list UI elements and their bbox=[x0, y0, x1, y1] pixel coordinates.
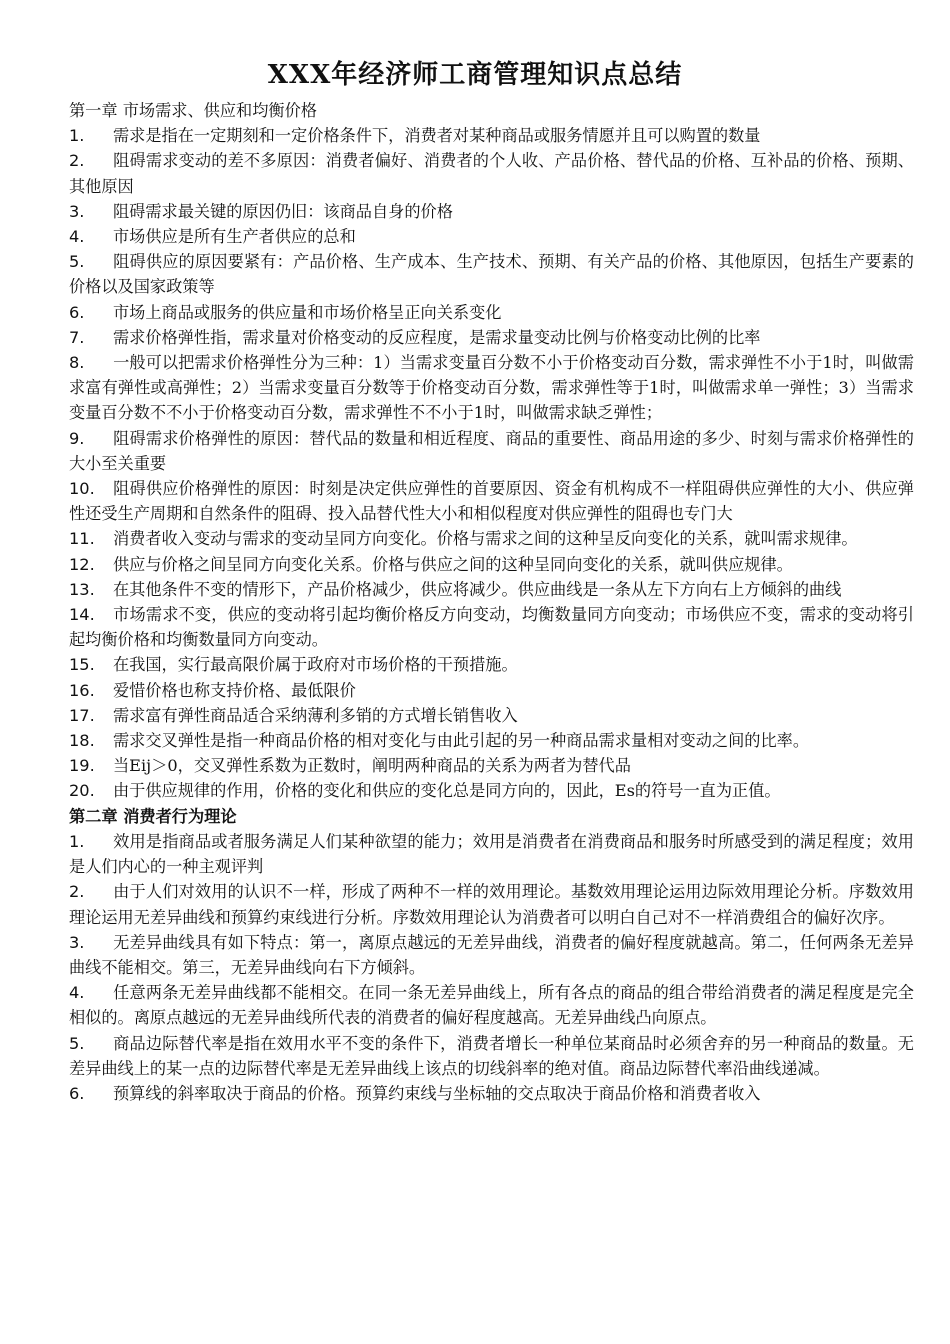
item-text: 阻碍供应价格弹性的原因：时刻是决定供应弹性的首要原因、资金有机构成不一样阻碍供应弹性的大小、供应弹性还受生产周期和自然条件的阻碍、投入品替代性大小和相似程度对供应弹性的阻碍也专门大 bbox=[69, 479, 914, 524]
item-text: 阻碍需求变动的差不多原因：消费者偏好、消费者的个人收、产品价格、替代品的价格、互补品的价格、预期、其他原因 bbox=[69, 151, 914, 196]
item-number: 2. bbox=[69, 882, 85, 902]
item-text: 在其他条件不变的情形下，产品价格减少，供应将减少。供应曲线是一条从左下方向右上方倾斜的曲线 bbox=[113, 579, 842, 599]
item-number: 16. bbox=[69, 680, 95, 700]
item-text: 无差异曲线具有如下特点：第一，离原点越远的无差异曲线，消费者的偏好程度就越高。第二，任何两条无差异曲线不能相交。第三，无差异曲线向右下方倾斜。 bbox=[69, 932, 914, 977]
list-item bbox=[69, 1081, 914, 1106]
item-text: 市场供应是所有生产者供应的总和 bbox=[113, 227, 356, 247]
list-item bbox=[69, 199, 914, 224]
item-text: 市场需求不变，供应的变动将引起均衡价格反方向变动，均衡数量同方向变动；市场供应不变，需求的变动将引起均衡价格和均衡数量同方向变动。 bbox=[69, 605, 914, 650]
item-number: 7. bbox=[69, 327, 85, 347]
list-item bbox=[69, 652, 914, 677]
list-item bbox=[69, 300, 914, 325]
item-text: 任意两条无差异曲线都不能相交。在同一条无差异曲线上，所有各点的商品的组合带给消费者的满足程度是完全相似的。离原点越远的无差异曲线所代表的消费者的偏好程度越高。无差异曲线凸向原点。 bbox=[69, 983, 914, 1028]
list-item bbox=[69, 930, 914, 980]
item-text: 阻碍需求价格弹性的原因：替代品的数量和相近程度、商品的重要性、商品用途的多少、时刻与需求价格弹性的大小至关重要 bbox=[69, 428, 914, 473]
list-item bbox=[69, 829, 914, 879]
list-item bbox=[69, 980, 914, 1030]
item-number: 13. bbox=[69, 579, 95, 599]
item-number: 15. bbox=[69, 655, 95, 675]
item-number: 1. bbox=[69, 831, 85, 851]
item-number: 5. bbox=[69, 252, 85, 272]
item-text: 阻碍需求最关键的原因仍旧：该商品自身的价格 bbox=[113, 201, 453, 221]
list-item bbox=[69, 678, 914, 703]
list-item bbox=[69, 703, 914, 728]
chapter-2-list bbox=[69, 829, 914, 1106]
item-number: 3. bbox=[69, 201, 85, 221]
item-text: 由于人们对效用的认识不一样，形成了两种不一样的效用理论。基数效用理论运用边际效用理论分析。序数效用理论运用无差异曲线和预算约束线进行分析。序数效用理论认为消费者可以明白自己对不一样消费组合的偏好次序。 bbox=[69, 882, 914, 927]
list-item bbox=[69, 224, 914, 249]
list-item bbox=[69, 526, 914, 551]
list-item bbox=[69, 426, 914, 476]
chapter-2-heading: 第二章 消费者行为理论 bbox=[69, 806, 237, 826]
list-item bbox=[69, 148, 914, 198]
item-number: 19. bbox=[69, 756, 95, 776]
list-item bbox=[69, 879, 914, 929]
item-number: 12. bbox=[69, 554, 95, 574]
document-title: XXX年经济师工商管理知识点总结 bbox=[267, 60, 683, 90]
chapter-1-heading: 第一章 市场需求、供应和均衡价格 bbox=[69, 101, 317, 120]
list-item bbox=[69, 1031, 914, 1081]
item-text: 在我国，实行最高限价属于政府对市场价格的干预措施。 bbox=[113, 655, 518, 675]
list-item bbox=[69, 476, 914, 526]
item-text: 需求富有弹性商品适合采纳薄利多销的方式增长销售收入 bbox=[113, 705, 518, 725]
item-text: 效用是指商品或者服务满足人们某种欲望的能力；效用是消费者在消费商品和服务时所感受到的满足程度；效用是人们内心的一种主观评判 bbox=[69, 831, 914, 877]
item-number: 9. bbox=[69, 428, 85, 448]
item-number: 6. bbox=[69, 302, 85, 322]
item-number: 5. bbox=[69, 1033, 85, 1053]
item-text: 爱惜价格也称支持价格、最低限价 bbox=[113, 680, 356, 700]
list-item bbox=[69, 577, 914, 602]
list-item bbox=[69, 325, 914, 350]
item-number: 14. bbox=[69, 605, 95, 625]
item-number: 2. bbox=[69, 151, 85, 171]
item-text: 消费者收入变动与需求的变动呈同方向变化。价格与需求之间的这种呈反向变化的关系，就叫需求规律。 bbox=[113, 529, 858, 549]
document-body bbox=[69, 98, 914, 1106]
list-item bbox=[69, 602, 914, 652]
item-number: 4. bbox=[69, 227, 85, 247]
item-number: 4. bbox=[69, 983, 85, 1003]
list-item bbox=[69, 778, 914, 803]
item-number: 6. bbox=[69, 1083, 85, 1103]
item-text: 由于供应规律的作用，价格的变化和供应的变化总是同方向的，因此，Es的符号一直为正值。 bbox=[113, 781, 781, 801]
item-number: 17. bbox=[69, 705, 95, 725]
item-number: 20. bbox=[69, 781, 95, 801]
item-text: 供应与价格之间呈同方向变化关系。价格与供应之间的这种呈同向变化的关系，就叫供应规律。 bbox=[113, 554, 793, 574]
item-number: 18. bbox=[69, 731, 95, 751]
item-number: 3. bbox=[69, 932, 85, 952]
item-text: 预算线的斜率取决于商品的价格。预算约束线与坐标轴的交点取决于商品价格和消费者收入 bbox=[113, 1083, 761, 1103]
item-text: 商品边际替代率是指在效用水平不变的条件下，消费者增长一种单位某商品时必须舍弃的另一种商品的数量。无差异曲线上的某一点的边际替代率是无差异曲线上该点的切线斜率的绝对值。商品边际替代率沿曲线递减。 bbox=[69, 1033, 914, 1078]
item-text: 一般可以把需求价格弹性分为三种：1）当需求变量百分数不小于价格变动百分数，需求弹性不小于1时，叫做需求富有弹性或高弹性；2）当需求变量百分数等于价格变动百分数，需求弹性等于1时，叫做需求单一弹性；3）当需求变量百分数不不小于价格变动百分数，需求弹性不不小于1时，叫做需求缺乏弹性； bbox=[69, 353, 914, 423]
list-item bbox=[69, 123, 914, 148]
item-text: 市场上商品或服务的供应量和市场价格呈正向关系变化 bbox=[113, 302, 502, 322]
list-item bbox=[69, 753, 914, 778]
item-text: 需求交叉弹性是指一种商品价格的相对变化与由此引起的另一种商品需求量相对变动之间的比率。 bbox=[113, 731, 810, 751]
item-text: 当Eij＞0，交叉弹性系数为正数时，阐明两种商品的关系为两者为替代品 bbox=[113, 756, 631, 776]
item-number: 11. bbox=[69, 529, 95, 549]
item-text: 需求价格弹性指，需求量对价格变动的反应程度，是需求量变动比例与价格变动比例的比率 bbox=[113, 327, 761, 347]
chapter-1-list bbox=[69, 123, 914, 803]
item-text: 阻碍供应的原因要紧有：产品价格、生产成本、生产技术、预期、有关产品的价格、其他原因，包括生产要素的价格以及国家政策等 bbox=[69, 252, 914, 297]
list-item bbox=[69, 350, 914, 426]
item-number: 8. bbox=[69, 353, 85, 373]
list-item bbox=[69, 728, 914, 753]
list-item bbox=[69, 552, 914, 577]
item-text: 需求是指在一定期刻和一定价格条件下，消费者对某种商品或服务情愿并且可以购置的数量 bbox=[113, 126, 761, 146]
item-number: 10. bbox=[69, 479, 95, 499]
item-number: 1. bbox=[69, 126, 85, 146]
list-item bbox=[69, 249, 914, 299]
